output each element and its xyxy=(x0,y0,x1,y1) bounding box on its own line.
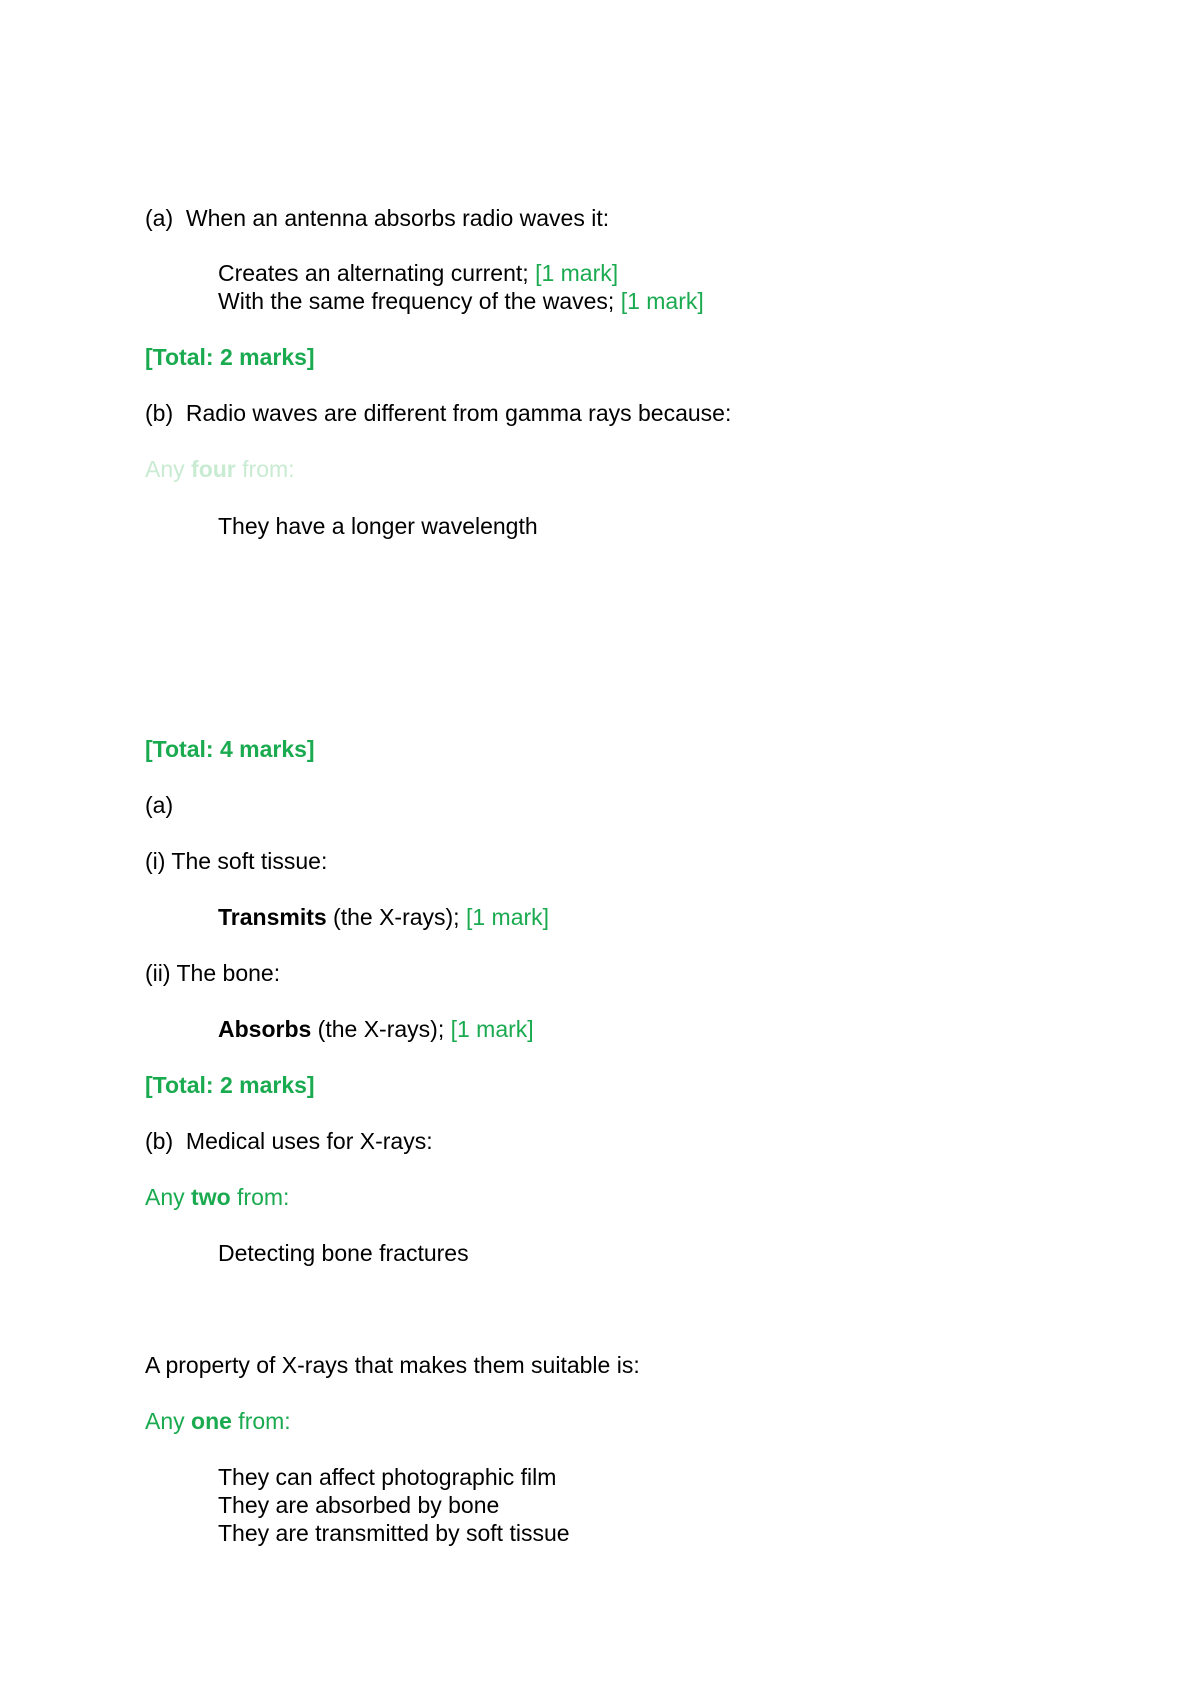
q1-b-answer-1: They have a longer wavelength xyxy=(218,513,538,539)
q2-sub-ii-stem: (ii) The bone: xyxy=(145,960,281,986)
q1-any-four-from xyxy=(145,455,295,483)
q1-part-a-stem: When an antenna absorbs radio waves it: xyxy=(185,205,610,231)
q2-property-answer-2: They are absorbed by bone xyxy=(218,1492,500,1518)
q1-part-b-label: (b) xyxy=(145,400,174,426)
q2-sub-i-stem: (i) The soft tissue: xyxy=(145,848,328,874)
q2-sub-i-mark: [1 mark] xyxy=(465,904,550,930)
q1-part-b-question xyxy=(145,399,731,427)
q1-any-prefix: Any xyxy=(145,456,192,482)
q2-part-b-question xyxy=(145,1127,433,1155)
q1-any-count: four xyxy=(191,456,236,482)
q1-part-a-question xyxy=(145,204,609,232)
q2-property-answer-3: They are transmitted by soft tissue xyxy=(218,1520,570,1546)
q2-sub-ii-bold: Absorbs xyxy=(218,1016,312,1042)
q2-any-two-from xyxy=(145,1183,289,1211)
q2-property-stem: A property of X-rays that makes them suitable is: xyxy=(145,1352,640,1378)
q1-answer-2-text: With the same frequency of the waves; xyxy=(218,288,621,314)
q2-sub-i-answer xyxy=(218,903,549,931)
q1-part-b-stem: Radio waves are different from gamma rays because: xyxy=(185,400,732,426)
q2-any-suffix: from: xyxy=(230,1184,290,1210)
q2-any-prefix: Any xyxy=(145,1184,192,1210)
q2-any2-prefix: Any xyxy=(145,1408,192,1434)
q1-total-a: [Total: 2 marks] xyxy=(145,344,315,370)
q2-sub-ii-answer xyxy=(218,1015,534,1043)
q1-answer-1-mark: [1 mark] xyxy=(535,260,619,286)
q2-any2-suffix: from: xyxy=(231,1408,291,1434)
q1-answer-2 xyxy=(218,287,704,315)
q1-part-a-label: (a) xyxy=(145,205,174,231)
q1-answer-1 xyxy=(218,259,618,287)
q2-part-b-stem: Medical uses for X-rays: xyxy=(185,1128,433,1154)
q2-any-count: two xyxy=(191,1184,231,1210)
q2-sub-ii-mark: [1 mark] xyxy=(450,1016,534,1042)
q1-total-b: [Total: 4 marks] xyxy=(145,736,315,762)
q2-any-one-from xyxy=(145,1407,291,1435)
q1-answer-1-text: Creates an alternating current; xyxy=(218,260,536,286)
q2-any2-count: one xyxy=(191,1408,232,1434)
q2-property-answer-1: They can affect photographic film xyxy=(218,1464,557,1490)
q2-sub-i-rest: (the X-rays); xyxy=(326,904,466,930)
q2-total-a: [Total: 2 marks] xyxy=(145,1072,315,1098)
q2-part-a-label: (a) xyxy=(145,792,174,818)
q2-sub-i-bold: Transmits xyxy=(218,904,327,930)
q2-b-answer-1: Detecting bone fractures xyxy=(218,1240,469,1266)
q2-sub-ii-rest: (the X-rays); xyxy=(311,1016,451,1042)
q1-answer-2-mark: [1 mark] xyxy=(620,288,704,314)
q1-any-suffix: from: xyxy=(235,456,295,482)
q2-part-b-label: (b) xyxy=(145,1128,174,1154)
